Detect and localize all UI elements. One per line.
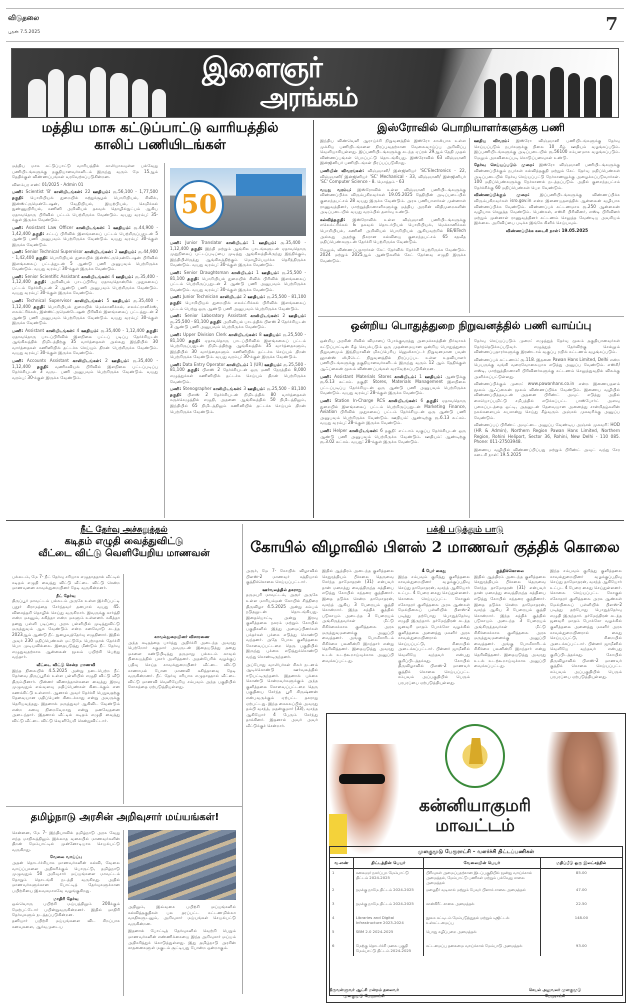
cpcb-column-2: பணி: Junior Translator காலியிடம்: 1 ஊதியம்: ரூ.35,400 - 1,12,400 தகுதி: இந்தி மற்றும் ஆங்கில பாடங்களுடன் ஏதாவதொரு முதுநிலைப் பட்டப்படிப்பை முடித்து ஆங்கிலத்திலிருந்து இந்திக்கும், இந்தியிலிருந்து ஆங்கிலத்திற்கும் மொழிபெயர்க்க தெரிந்திருக்க வேண்டும். வயது வரம்பு: 30-க்குள் இருக்க வேண்டும். பணி: Senior Draughtsman காலியிடம்: 1 ஊதியம்: ரூ.25,500 - 81,100 தகுதி: பொறியியல் துறையில் சிவில் பிரிவில் இளங்கலைப் பட்டம் பெற்றிருப்பதுடன் 2 ஆண்டு பணி அனுபவம் பெற்றிருக்க வேண்டும். வயது வரம்பு: 30-க்குள் இருக்க வேண்டும். பணி: Junior Technician காலியிடம்: 2 ஊதியம்: ரூ.25,500 - 81,100 தகுதி: பொறியியல் துறையில் எலக்ட்ரிக்கல் பிரிவில் இளங்கலைப் பட்டம் பெற்று ஒரு ஆண்டு பணி அனுபவம் பெற்றிருக்க வேண்டும். பணி: Senior Laboratory Assistant காலியிடங்கள்: 2 ஊதியம்: ரூ.25,500 - 81,100 தகுதி: அறிவியல் பாடத்தில் பிளஸ் 2 தேர்ச்சியுடன் 3 ஆண்டு பணி அனுபவம் பெற்றிருக்க வேண்டும். பணி: Upper Division Clerk காலியிடங்கள்: 8 ஊதியம்: ரூ.25,500 - 81,100 தகுதி: ஏதாவதொரு பாடப்பிரிவில் இளங்கலைப் பட்டம் பெற்றிருப்பதுடன் நிமிடத்திற்கு ஆங்கிலத்தில் 35 வார்த்தைகளும், இந்தியில் 30 வார்த்தைகளும் கணினியில் தட்டச்சு செய்யும் திறன் பெற்றிருக்க வேண்டும். வயது வரம்பு: 30-க்குள் இருக்க வேண்டும். பணி: Data Entry Operator காலியிடம்: 1 (UR) ஊதியம்: ரூ.25,500 - 81,100 தகுதி: பிளஸ் 2 தேர்ச்சியுடன் ஒரு மணி நேரத்தில் 8,000 எழுத்துக்கள் கணினியில் தட்டச்சு செய்யும் திறன் பெற்றிருக்க வேண்டும். பணி: Stenographer காலியிடங்கள்: 3 ஊதியம்: ரூ.25,500 - 81,100 தகுதி: பிளஸ் 2 தேர்ச்சியுடன் நிமிடத்தில் 80 வார்த்தைகள் சுருக்கெழுத்தில் எழுதி, அதனை ஆங்கிலத்தில் 50 நிமிடத்திலும், இந்தியில் 65 நிமிடத்திலும் கணினியில் தட்டச்சு செய்யும் திறன் பெற்றிருக்க வேண்டும். (170, 240, 306, 414)
page-number: 7 (605, 14, 618, 35)
column-divider (123, 574, 124, 804)
tn-centres-column-2: அதிலும், இவ்வகை பயிற்சி மய்யங்களில் கல்வித்தகுதிகள் பல தரப்பட்ட கட்டணமில்லா வசதிகளுடனும், அறிவுசார் மய்யங்கள் செயல்பட்டு வருகின்றன. இதனால் போட்டித் தேர்வுகளில் வெற்றி பெறும் மாணவர்களின் எண்ணிக்கையை இந்த அறிவுசார் மய்யம் அதிகரித்துக் கொடுத்துள்ளது. இது தமிழ்நாடு அரசின் சாதனைகளுள் மகுடம் சூட்டியது போன்ற ஒன்றாகும். (128, 904, 236, 951)
professionals-silhouette-icon (484, 63, 614, 118)
cpcb-headline-block (10, 120, 310, 160)
cpcb-headline-line1: மத்திய மாசு கட்டுப்பாட்டு வாரியத்தில் (41, 120, 279, 136)
table-row: 1 கலைஞர் நகர்ப்புற மேம்பாட்டு திட்டம் 2024-2025 பிரிவுகள் அமைப்பதற்கான இடப்பகுதியில் மூன்று வாய்க்கால் அமைத்தல், மேம்பாட்டு பணிகள் மற்றும் பல்வேறு சாலை அமைத்தல் 85.00 (332, 870, 587, 885)
development-works-table-box (329, 846, 623, 996)
column-divider (123, 830, 124, 996)
murder-headline-block (246, 524, 624, 564)
murder-column-5: இந்த சம்பவம் குறித்து குளித்தலை காவல்துறையினர் வழக்குப்பதிவு செய்து தாமோதரன், வசந்த் ஆகியோர் உட்பட 4 பேரை கைது செய்துள்ளனர். கொலை செய்யப்பட்ட கோகுல் சகோதரர் குளித்தலை அரசு ஆண்கள் மேல்நிலைப் பள்ளியில் பிளஸ்-2 படித்து தற்போது பொதுத்தேர்வு எழுதி இருந்தார். தர்மேந்திரன் கடந்த ஜனவரி மாதம் போக்சோ வழக்கில் குளித்தலை அனைத்து மகளிர் அரசு காவல்துறையினரால் கைது செய்யப்பட்டு, சிறையில் அடைக்கப்பட்டார். பின்னர் ஜாமீனில் வெளியே வந்தவர் என்பது குறிப்பிடத்தக்கது. கோயில் திருவிழாவில் பிளஸ்-2 மாணவர் குத்திக் கொலை செய்யப்பட்ட சம்பவம் அப்பகுதியில் பெரும் பரபரப்பை ஏற்படுத்தியுள்ளது. (550, 568, 622, 680)
column-divider (164, 163, 165, 518)
section-banner (11, 48, 619, 118)
district-title: கன்னியாகுமரி மாவட்டம் (418, 796, 532, 836)
isro-last-date: விண்ணப்பிக்க கடைசி நாள்: 19.05.2025 (505, 227, 589, 233)
leader-portrait-right (543, 732, 623, 852)
issue-date: புதன் 7.5.2025 (8, 30, 41, 35)
banner-title-line1: இளைஞர் (202, 51, 322, 84)
isro-intro: இந்திய விண்வெளி ஆராய்ச்சி நிறுவனத்தில் இஸ்ரோ காலியாக உள்ள முக்கிய பணியிடங்களை நிரப்புவதற்கான வேலைவாய்ப்பு அறிவிப்பு வெளியாகியுள்ளது. இப்பணியிடங்களுக்கு கடந்த ஏப்ரல் 29ஆம் தேதி முதல் விண்ணப்பங்கள் பெறப்பட்டு தொடங்கியது. இஸ்ரோவில் 63 விஞ்ஞானி இன்ஜினியர் பணியிடங்கள் நிரப்பப்படுகிறது. (320, 138, 466, 166)
neet-column-1: பல்லடம், மே 7- நீட் தேர்வு சரியாக எழுதாததால் வீட்டில் கடிதம் எழுதி வைத்து விட்டு வீட்டை விட்டு சென்ற மாணவனை காவல்துறையினர் தேடி வருகின்றனர். நீட் தேர்வு திருப்பூர் மாவட்டம் பல்லடம் அருகே உள்ள இச்சிப்பட்டி புதூர் கிராமத்தை சேர்ந்தவர் தனபால் வயது 45. விசைத்தறி தொழில் செய்து வருகிறார். இவருக்கு கார்த்தி என்ற மகனும், சுகித்தா என்ற மகளும் உள்ளனர். சுகித்தா தனது பள்ளி படிப்பை அரசு பள்ளியில் முடித்துவிட்டு மருத்துவம் ஆக வேண்டும் என்ற கனவோடு கடந்த 2023ஆம் ஆண்டு நீட் நுழைவுத்தேர்வு எழுதினார். இதில் அவர் 230 மதிப்பெண்கள் மட்டுமே பெற்றதால் தேர்ச்சி பெற முடியவில்லை. இதையடுத்து மீண்டும் நீட் தேர்வு எழுதுவதற்காக ஆன்லைன் மூலம் பயிற்சி பெற்று வந்தார். வீட்டை விட்டு சென்ற மாணவி இந்த நிலையில் 4.5.2025 அன்று நடைபெற்ற நீட் தேர்வை திருப்பூரில் உள்ள பள்ளியில் எழுதி விட்டு வீடு திரும்பினார். பின்னர் வினாத்தாள்களை வைத்து இரவு முழுவதும் எவ்வளவு மதிப்பெண்கள் கிடைக்கும் என கணக்கிட்டு உள்ளார். ஆனால் அவர் தேர்ச்சி பெறுவதற்கு தேவையான மதிப்பெண் கிடைக்காது என்று அவருக்கு தெரியவந்தது. இதனால் மருத்துவர் ஆகிவிட வேண்டும் என்ற கனவு நிறைவேறாது என்று மனவேதனை அடைந்தார். இதனால் வீட்டில் கடிதம் எழுதி வைத்து விட்டு வீட்டை விட்டு வெளியேறி சென்றுவிட்டார். (12, 574, 120, 723)
table-row: 5 SBM 2.0 2024-2025 பொது கழிப்பறை அமைத்தல் (330, 928, 622, 942)
murder-column-4: குத்திக்கொலை இதில் ஆத்திரம் அடைந்த குளித்தலை செதுரத்தியம் பீச்சலை தெருவை சேர்ந்த தாமோதரன் (31) என்பவர் தான் மறைத்து வைத்திருந்த கத்தியை எடுத்து கோயில் கந்தரை குத்தினார். இதை தடுக்க சென்ற தாமோதரன், வசந்த் ஆகிய 3 பேரையும் குத்தி கொன்றார். இந்த கத்திக் குத்தில் படுகாயம் அடைந்த 3 பேரையும் அங்கிருந்தவர்கள் மீட்டு சிகிச்சைக்காக குளித்தலை அரசு மருத்துவமனைக்கு அனுப்பி வைத்தனர். அங்கு போலீசாரிடம் சிகிச்சை பலனின்றி இறந்தார் என்று தெரிவித்தனர். இதையடுத்து அவரது உடல் உடற்கூறாய்வுக்காக அனுப்பி வைக்கப்பட்டது. (474, 568, 546, 669)
murder-column-1: அரூர், மே 7- கோயில் விழாவில் பிளஸ்-2 மாணவர் கத்தியால் குத்திக்கொலை செய்யப்பட்டார். ஊர்வலத்தில் தகராறு தருமபுரி மாவட்டம், அரூர் அருகே உள்ள மாரியம்மன் கோயில் சித்திரை திருவிழா 4.5.2025 அன்று கம்பம் நடுதலுடன் தொடங்கியது. இதையொட்டி அன்று இரவு குளித்தலை நகரம் மற்றும் கோயில் பகுதிகளில் இந்து அமைப்பினர்கள் பக்தர்கள் புக்கை எடுத்து கொண்டு வந்தனர். அதே போல குளித்தலை கோவைப்பட்டறை தெரு பகுதியில் இருந்து புக்கை எடுத்துக்கொண்டு வந்து கொண்டிருந்தனர். அப்போது வாலிபர்கள் சிலர் நடனம் ஆடிக்கொண்டு ஊர்வலத்தில் ஈடுபட்டிருந்தனர். இதனால் புக்கை கொண்டு சென்றவர்களுக்கும் அந்த குளித்தலை கோவைப்பட்டறை தெரு பகுதியை சேர்ந்த பூரி கிருஷ்ணன் என்பவருக்கும் ஏற்பட்ட தகராறு ஏற்பட்டது. இந்த கைகலப்பில் அவரது தம்பி வசந்த், மதன்குமார் (33), வசந்த ஆகியோர் 4 பேரும் சேர்ந்து தாக்கினர். இதனால் அவர் அவர் வீட்டுக்குச் சென்றார். (246, 568, 318, 729)
neet-headline-block (10, 524, 238, 572)
tn-centres-headline: தமிழ்நாடு அரசின் அறிவுசார் மய்யங்கள்! (30, 812, 220, 823)
column-divider (469, 138, 470, 313)
cpcb-50-years-logo: 50 (174, 180, 224, 230)
cpcb-building-photo (170, 168, 306, 236)
article-divider (318, 316, 624, 317)
masthead (6, 8, 624, 42)
paper-name: விடுதலை (8, 14, 40, 22)
leader-portrait-left (329, 744, 399, 854)
table-row: 4 Libraries and Digital Infrastructure 2023-2024 நூலக கட்டிடம் மேம்படுத்துதல் மற்றும் டிஜிட்டல் உள்கட்டமைப்பு 148.00 (330, 914, 622, 928)
murder-column-2: இதில் ஆத்திரம் அடைந்த குளித்தலை செதுரத்தியம் பீச்சலை தெருவை சேர்ந்த தாமோதரன் (31) என்பவர் தான் மறைத்து வைத்திருந்த கத்தியை எடுத்து கோயில் கந்தரை குத்தினார். இதை தடுக்க சென்ற தாமோதரன், வசந்த் ஆகிய 3 பேரையும் குத்தி கொன்றார். இந்த கத்திக் குத்தில் படுகாயம் அடைந்த 3 பேரையும் அங்கிருந்தவர்கள் மீட்டு சிகிச்சைக்காக குளித்தலை அரசு மருத்துவமனைக்கு அனுப்பி வைத்தனர். அங்கு போலீசாரிடம் சிகிச்சை பலனின்றி இறந்தார் என்று தெரிவித்தனர். இதையடுத்து அவரது உடல் உடற்கூறாய்வுக்காக அனுப்பி வைக்கப்பட்டது. (322, 568, 394, 663)
isro-column-1: இந்திய விண்வெளி ஆராய்ச்சி நிறுவனத்தில் இஸ்ரோ காலியாக உள்ள முக்கிய பணியிடங்களை நிரப்புவதற்கான வேலைவாய்ப்பு அறிவிப்பு வெளியாகியுள்ளது. இப்பணியிடங்களுக்கு கடந்த ஏப்ரல் 29ஆம் தேதி முதல் விண்ணப்பங்கள் பெறப்பட்டு தொடங்கியது. இஸ்ரோவில் 63 விஞ்ஞானி இன்ஜினியர் பணியிடங்கள் நிரப்பப்படுகிறது. பணியின் விவரங்கள்: விஞ்ஞானி/ இன்ஜினியர் 'SC'Electronics - 22, விஞ்ஞானி/ இன்ஜினியர் 'SC' Mechanical - 33, விஞ்ஞானி/ இன்ஜினியர் 'SC' Computer Science - 8. மொத்தம் - 63 வயது வரம்பு: இஸ்ரோவில் உள்ள விஞ்ஞானி பணியிடங்களுக்கு விண்ணப்பிக்க விரும்புகிறவர்கள் 19.05.2025 தேதியின் அடிப்படையில் குறைந்தபட்சம் 28 வயது இருக்க வேண்டும். அரசு பணியாளர்கள் முன்னாள் ராணுவத்தினர், மாற்றுத்திறனாளிகளுக்கு மத்திய அரசின் விதிமுறைகளின் அடிப்படையில் வயது வரம்பில் தளர்வு உண்டு. கல்வித்தகுதி: இஸ்ரோவில் உள்ள விஞ்ஞானி பணியிடங்களுக்கு எலெக்ட்ரிக்கல் & தகவல் தொடர்பியல் பொறியியல், மெக்கானிக்கல் பொறியியல், கணினி அறிவியல் பொறியியல் ஆகியவற்றில் BE/BTech அல்லது அதற்கு நிகரான கல்வியை குறைந்தபட்சம் 65 சதவீத மதிப்பெண்களுடன் தேர்ச்சி பெற்றிருக்க வேண்டும். மேலும், விண்ணப்பதாரர்கள் கேட் தேர்வில் தேர்ச்சி பெற்றிருக்க வேண்டும். 2024 மற்றும் 2025ஆம் ஆண்டுகளில் கேட் தேர்வை எழுதி இருக்க வேண்டும். (320, 138, 466, 263)
pawanhans-headline: ஒன்றிய பொதுத்துறை நிறுவனத்தில் பணி வாய்ப்பு (350, 320, 592, 332)
cpcb-headline-line2: காலிப் பணியிடங்கள் (94, 137, 226, 153)
development-works-table (330, 858, 622, 956)
cpcb-advt-no: விளம்பர எண்: 01/2025 - Admin 01 (12, 181, 84, 187)
newspaper-page (6, 6, 624, 996)
isro-headline: இஸ்ரோவில் பொறியாளர்களுக்கு பணி (377, 122, 565, 134)
table-row: 2 நமக்கு நாமே திட்டம் 2024-2025 மழைநீர் வடிகால் மற்றும் பேவர் பிளாக் சாலை அமைத்தல் 47.00 (330, 886, 622, 900)
neet-headline-line2: வீட்டை விட்டு வெளியேறிய மாணவன் (38, 548, 210, 559)
page-divider (6, 520, 624, 521)
cpcb-intro: மத்திய மாசு கட்டுப்பாட்டு வாரியத்தில் காலியாகவுள்ள பல்வேறு பணியிடங்களுக்கு தகுதியானவர்களிடம் இருந்து வரும் மே 15ஆம் தேதிக்குள் விண்ணப்பங்கள் வரவேற்கப்படுகின்றன. (12, 163, 158, 180)
table-title: முளகுமூடு பேரூராட்சி – வளர்ச்சி திட்டப்பணிகள் (330, 847, 622, 858)
pawanhans-column-1: ஒன்றிய அரசின் சிவில் விமானப் போக்குவரத்து அமைச்சகத்தின் நிர்வாகக் கட்டுப்பாட்டின் கீழ் செயல்படும் ஒரு முதன்மையான ஒன்றிய பொதுத்துறை நிறுவனமும் இந்தியாவின் மிகப்பெரிய ஹெலிகாப்டர் நிறுவனமான பவன் ஹான்ஸ் லிமிடெட் நிறுவனத்தில் நிரப்பப்பட உள்ள உதவியாளர் பணியிடங்களுக்கு தகுதியானவர்களிடம் இருந்து வரும் 12 ஆம் தேதிக்குள் ஆஃப்லைன் மூலம் விண்ணப்பங்கள் வரவேற்கப்படுகின்றன. பணி: Assistant Materials Stores காலியிடம்: 1 ஊதியம்: ஆண்டுக்கு ரூ.6.13 லட்சம். தகுதி: Stores, Materials Management இளநிலை பட்டப்படிப்பு தேர்ச்சியுடன் ஒரு ஆண்டு பணி அனுபவம் பெற்றிருக்க வேண்டும். வயது வரம்பு: 28-க்குள் இருக்க வேண்டும். பணி: Station In-Charge RCS காலியிடங்கள்: 6 தகுதி: ஏதாவதொரு துறையில் இளங்கலைப் பட்டம் பெற்றிருப்பதுடன் Marketing Finance, Aviation பிரிவில் முதுகலைப் பட்டம் தேர்ச்சியுடன் ஒரு ஆண்டு பணி அனுபவம் பெற்றிருக்க வேண்டும். ஊதியம்: ஆண்டிற்கு ரூ.6.13 லட்சம். வயது வரம்பு: 28-க்குள் இருக்க வேண்டும். பணி: Helper காலியிடங்கள்: 6 தகுதி: எட்டாம் வகுப்பு தேர்ச்சியுடன் ஒரு ஆண்டு பணி அனுபவம் பெற்றிருக்க வேண்டும். ஊதியம்: ஆண்டிற்கு ரூ.3.02 லட்சம். வயது: 28-க்குள் இருக்க வேண்டும். (320, 338, 466, 445)
celebrating-crowd-icon (28, 63, 178, 118)
pawanhans-column-2: தேர்வு செய்யப்படும் முறை: எழுத்துத் தேர்வு மூலம் தகுதியானவர்கள் தேர்ந்தெடுக்கப்படுவர். எழுத்துத் தேர்விற்கு செல்லும் விண்ணப்பதாரர்களுக்கு இரண்டாம் வகுப்பு ரயில் கட்டணம் வழங்கப்படும். விண்ணப்பக் கட்டணம்: ரூ.118. இதனை Pawan Hans Limited, Delhi என்ற பெயருக்கு வங்கி வரைவோலையாக எடுத்து அனுப்ப வேண்டும். எஸ்சி/எஸ்டி, மாற்றுத்திறனாளி பிரிவினர்களுக்கு கட்டணம் செலுத்துவதில் விலக்கு அளிக்கப்பட்டுள்ளது. விண்ணப்பிக்கும் முறை: www.pawanhans.co.in என்ற இணையதளம் மூலம் ஆஃப்லைன் மூலம் விண்ணப்பிக்க வேண்டும். இணைய வழியில் விண்ணப்பித்தவுடன் அதனை பிரிண்ட் அவுட் எடுத்து அதில் கையொப்பமிட்டு சமீபத்தில் எடுக்கப்பட்ட பாஸ்போர்ட் அளவு புகைப்படத்தை ஒட்டி, அதனுடன் தேவையான அனைத்து சான்றிதழ்களின் நகல்களையும் சுயசான்று செய்து கீழ்வரும் அஞ்சல் முகவரிக்கு அனுப்ப வேண்டும். விண்ணப்பப் பிரிண்ட் அவுட்டை அனுப்ப வேண்டிய அஞ்சல் முகவரி: HOD (HR & Admin), Northern Region Pawan Hans Limited, Northern Region, Rohini Heliport, Sector 36, Rohini, New Delhi - 110 085. Phone: 011-27503948. இணைய வழியில் விண்ணப்பிப்பது மற்றும் பிரிண்ட் அவுட் வந்து சேர கடைசி நாள்: 19.5.2025 (474, 338, 620, 458)
murder-headline: கோயில் விழாவில் பிளஸ் 2 மாணவர் குத்திக் கொலை (250, 538, 620, 556)
signatory-right: செயல் அலுவலர் முளகுமூடு பேரூராட்சி (528, 987, 582, 998)
neet-headline-line1: கடிதம் எழுதி வைத்துவிட்டு (64, 536, 184, 547)
isro-headline-block (318, 120, 624, 138)
signatory-left: திருவள்ளுவர் ஆட்சி மன்றம் தலைவர் முளகுமூடு பேரூராட்சி (329, 987, 399, 998)
kanyakumari-district-ad (326, 713, 626, 1003)
murder-column-3: 4 பேர் கைது இந்த சம்பவம் குறித்து குளித்தலை காவல்துறையினர் வழக்குப்பதிவு செய்து தாமோதரன், வசந்த் ஆகியோர் உட்பட 4 பேரை கைது செய்துள்ளனர். கொலை செய்யப்பட்ட கோகுல் சகோதரர் குளித்தலை அரசு ஆண்கள் மேல்நிலைப் பள்ளியில் பிளஸ்-2 படித்து தற்போது பொதுத்தேர்வு எழுதி இருந்தார். தர்மேந்திரன் கடந்த ஜனவரி மாதம் போக்சோ வழக்கில் குளித்தலை அனைத்து மகளிர் அரசு காவல்துறையினரால் கைது செய்யப்பட்டு, சிறையில் அடைக்கப்பட்டார். பின்னர் ஜாமீனில் வெளியே வந்தவர் என்பது குறிப்பிடத்தக்கது. கோயில் திருவிழாவில் பிளஸ்-2 மாணவர் குத்திக் கொலை செய்யப்பட்ட சம்பவம் அப்பகுதியில் பெரும் பரபரப்பை ஏற்படுத்தியுள்ளது. (398, 568, 470, 685)
cpcb-column-1: மத்திய மாசு கட்டுப்பாட்டு வாரியத்தில் காலியாகவுள்ள பல்வேறு பணியிடங்களுக்கு தகுதியானவர்களிடம் இருந்து வரும் மே 15ஆம் தேதிக்குள் விண்ணப்பங்கள் வரவேற்கப்படுகின்றன. விளம்பர எண்: 01/2025 - Admin 01 பணி: Scientist 'B' காலியிடங்கள்: 22 ஊதியம்: ரூ.56,100 - 1,77,500 தகுதி: பொறியியல் துறையில் சுற்றுச்சூழல் பொறியியல், சிவில், இன்ஸ்ட்ருமென்டேஷன், வேதியியல், இயற்பியல், கெமிக்கல் நுண்ணுயிரியல், கணினி அறிவியல் தகவல் தொழில்நுட்பம் ஆகிய ஏதாவதொரு பிரிவில் பட்டம் பெற்றிருக்க வேண்டும். வயது வரம்பு: 35-க்குள் இருக்க வேண்டும். பணி: Assistant Law Officer காலியிடங்கள்: 1 ஊதியம்: ரூ.44,900 - 1,42,400 தகுதி: சட்டப் பிரிவில் இளங்கலைப் பட்டம் பெற்றிருப்பதுடன் 5 ஆண்டு பணி அனுபவம் பெற்றிருக்க வேண்டும். வயது வரம்பு: 30-க்குள் இருக்க வேண்டும். பணி: Senior Technical Supervisor காலியிடங்கள்: 2 ஊதியம்: ரூ.44,900 - 1,42,400 தகுதி: பொறியியல் துறையில் இன்ஸ்ட்ருமென்டேஷன் பிரிவில் இளங்கலைப் பட்டத்துடன் 5 ஆண்டு பணி அனுபவம் பெற்றிருக்க வேண்டும். வயது வரம்பு: 30-க்குள் இருக்க வேண்டும். பணி: Senior Scientific Assistant காலியிடங்கள்: 4 ஊதியம்: ரூ.35,400 - 1,12,400 தகுதி: அறிவியல் பாடப்பிரிவு ஏதாவதொன்றில் முதுகலைப் பட்டம் தேர்ச்சியுடன் 2 ஆண்டு பணி அனுபவம் பெற்றிருக்க வேண்டும். வயது வரம்பு: 30-க்குள் இருக்க வேண்டும். பணி: Technical Supervisor காலியிடங்கள்: 5 ஊதியம்: ரூ.35,400 - 1,12,400 தகுதி: பொறியியல் துறையில் மெக்கானிக்கல், எலக்ட்ரானிக்ஸ், எலக்ட்ரிக்கல், இன்ஸ்ட்ருமென்டேஷன் பிரிவில் இளங்கலைப் பட்டத்துடன் 2 ஆண்டு பணி அனுபவம் பெற்றிருக்க வேண்டும். வயது வரம்பு: 30-க்குள் இருக்க வேண்டும். பணி: Assistant காலியிடங்கள்: 4 ஊதியம்: ரூ.35,400 - 1,12,400 தகுதி: ஏதாவதொரு பாடப்பிரிவில் இளநிலை பட்டப் படிப்பு தேர்ச்சியுடன் ஆங்கிலத்தில் நிமிடத்திற்கு 35 வார்த்தைகள் அல்லது இந்தியில் 30 வார்த்தைகள் கணினியில் தட்டச்சு செய்யும் திறன் பெற்றிருக்க வேண்டும். வயது வரம்பு: 30-க்குள் இருக்க வேண்டும். பணி: Accounts Assistant காலியிடங்கள்: 2 ஊதியம்: ரூ.35,400 - 1,12,400 தகுதி: வணிகவியல் பிரிவில் இளநிலை பட்டப்படிப்பு தேர்ச்சியுடன் 3 வருட பணி அனுபவம் பெற்றிருக்க வேண்டும். வயது வரம்பு: 30-க்குள் இருக்க வேண்டும். (12, 163, 158, 380)
tn-government-emblem-icon (445, 724, 505, 788)
cpcb-signboard (236, 174, 302, 196)
table-row: 3 நமக்கு நாமே திட்டம் 2024-2025 கான்கிரீட் சாலை அமைத்தல் 22.50 (330, 900, 622, 914)
pawanhans-headline-block (318, 318, 624, 336)
tn-centres-headline-block (10, 810, 240, 828)
banner-title-line2: அரங்கம் (260, 83, 358, 113)
table-row: 6 மேற்கு தொடர்ச்சி மலை பகுதி மேம்பாட்டு திட்டம் 2024-2025 கட்டமைப்பு தலைமை வாய்க்கால் மேம்பாடு அமைத்தல் 93.00 (330, 942, 622, 956)
murder-kicker: பக்தி படுத்தும் பாடு (426, 525, 504, 535)
neet-kicker: நீட் தேர்வு அச்சுறுத்தல் (80, 525, 168, 535)
neet-column-2: காவல்துறையினர் விசாரணை அந்த கடிதத்தை பார்த்து அதிர்ச்சி அடைந்த அவரது பெற்றோர் சுகுமார் அவருடன் இதையடுத்து தனது மகளை கண்டுபிடித்து தருமாறு பல்லடம் காவல் நிலையத்தில் புகார் அளித்தனர். அதன்பேரில் வழக்குப் பதிவு செய்த காவல்துறையினர் வீட்டை விட்டு காணாமல் போன மாணவி சுகித்தாவை தேடி வருகின்றனர். நீட் தேர்வு சரியாக எழுதாததால் வீட்டை விட்டு மாணவி வெளியேறிய சம்பவம் அந்த பகுதியில் சோகத்தை ஏற்படுத்தியுள்ளது. (128, 634, 236, 690)
tn-centres-column-1: சென்னை, மே 7- இந்தியாவில் தமிழ்நாடு அரசு வேறு எந்த மாநிலத்திலும் இல்லாத வகையில் மாணவர்களின் திறன் மேம்பாட்டில் முன்னோடியாக செயல்பட்டு வருகிறது. வேலை வாய்ப்பு அதன் தொடர்ச்சியாக மாணவர்களின் கல்வி, வேலை வாய்ப்புகளை அதிகரிக்கும் பொருட்டு, தமிழ்நாடு முழுவதும் 50 அறிவுசார் மய்யங்களை மாவட்டம் தோறும் தொடங்கி நடத்தி வருகிறது. அதில் மாணவர்களுக்கான போட்டித் தேர்வுகளுக்கான பயிற்சியை இலவசமாகவே வழங்குகிறது. மாதிரி தேர்வு ஒவ்வொரு பயிற்சி மய்யத்திலும் 200க்கும் மேற்பட்டோர் பயின்றுவருகின்றனர். இதில் மாதிரி தேர்வுகளும் நடத்தப்படுகின்றன. தனியார் பயிற்சி மய்யங்களை விட சிறப்பாக கனவுகளை, ஆர்வமுடைய (12, 830, 120, 929)
column-divider (469, 338, 470, 518)
article-divider (6, 806, 242, 807)
section-divider (242, 524, 243, 994)
exam-hall-photo (128, 830, 236, 900)
isro-column-2: ஊதிய விவரம்: இஸ்ரோ விஞ்ஞானி பணியிடங்களுக்கு தேர்வு செய்யப்படும் நபர்களுக்கு நிலை 10 கீழ் ஊதியம் வழங்கப்படும். இப்பணியிடங்களுக்கு அடிப்படையில் ரூ.56100 சம்பளமாக வழங்கப்படும். மேலும் அகவிலைப்படி கொடுப்பனவுகள் உண்டு. தேர்வு செய்யப்படும் முறை: இஸ்ரோ விஞ்ஞானி பணியிடங்களுக்கு விண்ணப்பிக்கும் நபர்கள் கல்வித்தகுதி மற்றும் கேட் தேர்வு மதிப்பெண்கள் அடிப்படையில் தேர்வு செய்யப்பட்டு நேர்காணலுக்கு அழைக்கப்படுவார்கள். 100 மதிப்பெண்களுக்கு நேர்காணல் நடத்தப்படும். அதில் குறைந்தபட்சம் தேர்ச்சிக்கு 60 மதிப்பெண்கள் பெற வேண்டும். விண்ணப்பிக்கும் முறை: இப்பணியிடங்களுக்கு விண்ணப்பிக்க விரும்புகிறவர்கள் isro.gov.in என்ற இணையதளத்தில் ஆன்லைன் வழியாக விண்ணப்பிக்க வேண்டும். விண்ணப்பக் கட்டணமாக ரூ.250 ஆன்லைன் வழியாக செலுத்த வேண்டும். பெண்கள், எஸ்சி பிரிவினர், எஸ்டி பிரிவினர் மற்றும் முன்னாள் ராணுவத்தினர் கட்டணம் செலுத்த வேண்டிய அவசியம் இல்லை. அறிவிப்பை படிக்க இங்கே கிளிக் செய்யவும். விண்ணப்பிக்க கடைசி நாள்: 19.05.2025 (474, 138, 620, 233)
table-header-row: வ.எண் திட்டத்தின் பெயர் வேலையின் பெயர் மதிப்பீடு ஒரு இலட்சத்தில் (330, 858, 622, 869)
section-divider (313, 120, 314, 518)
